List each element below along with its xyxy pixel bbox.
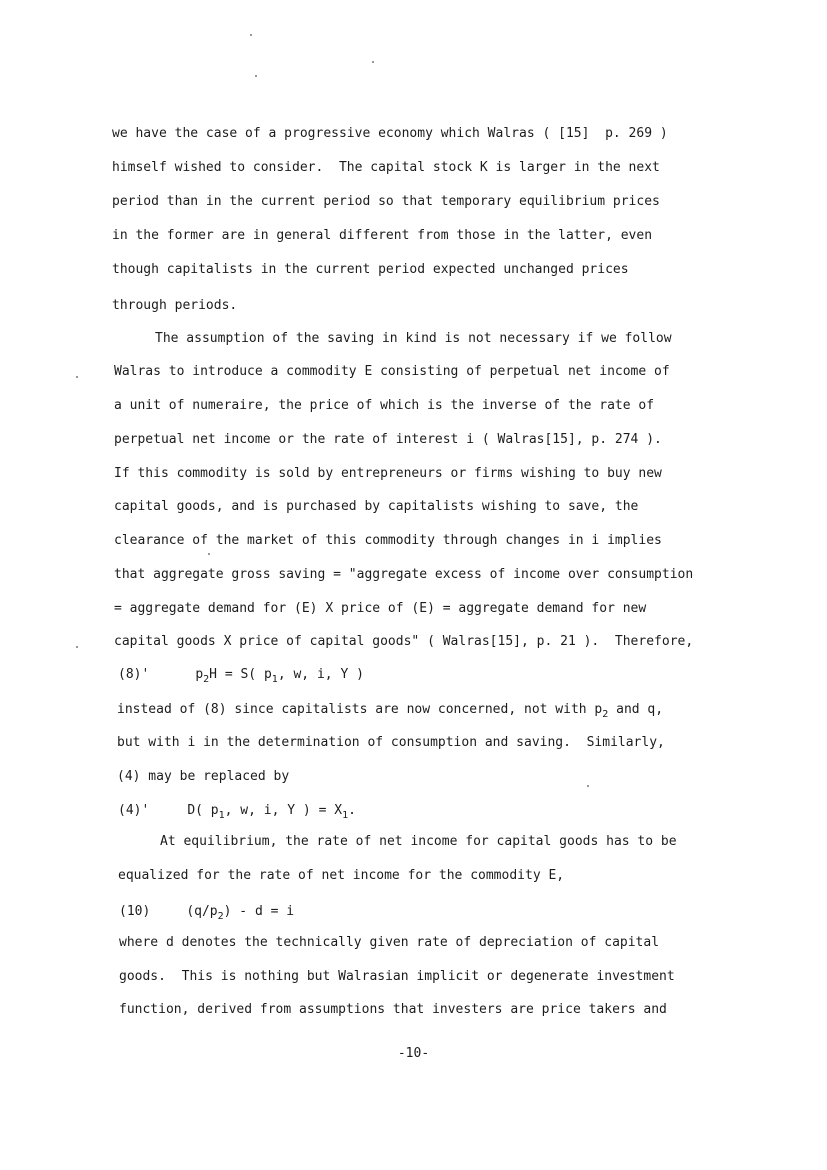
scan-speck xyxy=(372,61,374,63)
text-line: goods. This is nothing but Walrasian implicit or degenerate investment xyxy=(119,969,675,984)
text-line: If this commodity is sold by entrepreneurs or firms wishing to buy new xyxy=(114,466,662,481)
text-line: where d denotes the technically given rate of depreciation of capital xyxy=(119,935,660,950)
scan-speck xyxy=(208,553,210,555)
scan-speck xyxy=(76,376,78,378)
equation-8-prime: (8)' $p_2H = S$( $p_1$, w, i, Y ) xyxy=(118,667,364,685)
text-line: At equilibrium, the rate of net income for capital goods has to be xyxy=(160,834,677,849)
equation-10: (10) $(q/p_2) - d = i$ xyxy=(119,904,295,922)
equation-label: (8)' xyxy=(118,667,150,682)
text-line: in the former are in general different from those in the latter, even xyxy=(112,228,653,243)
text-line: a unit of numeraire, the price of which is the inverse of the rate of xyxy=(114,398,655,413)
text-line: equalized for the rate of net income for the commodity E, xyxy=(118,868,565,883)
equation-4-prime: (4)' D( $p_1$, w, i, Y ) = $X_1$. xyxy=(118,803,356,821)
text-line: we have the case of a progressive economy which Walras ( [15] p. 269 ) xyxy=(112,126,668,141)
scan-speck xyxy=(587,785,589,787)
text-line: function, derived from assumptions that investers are price takers and xyxy=(119,1002,667,1017)
scan-speck xyxy=(250,34,252,36)
text-line: (4) may be replaced by xyxy=(117,769,290,784)
text-line: Walras to introduce a commodity E consisting of perpetual net income of xyxy=(114,364,670,379)
text-line: through periods. xyxy=(112,298,238,313)
text-line: though capitalists in the current period expected unchanged prices xyxy=(112,262,629,277)
text-line: but with i in the determination of consumption and saving. Similarly, xyxy=(117,735,665,750)
text-line: perpetual net income or the rate of interest i ( Walras[15], p. 274 ). xyxy=(114,432,662,447)
text-line: himself wished to consider. The capital stock K is larger in the next xyxy=(112,160,660,175)
text-line: clearance of the market of this commodity through changes in i implies xyxy=(114,533,662,548)
scan-speck xyxy=(76,646,78,648)
text-line: instead of (8) since capitalists are now concerned, not with $p_2$ and q, xyxy=(117,702,664,720)
text-line: capital goods, and is purchased by capitalists wishing to save, the xyxy=(114,499,639,514)
text-line: that aggregate gross saving = "aggregate excess of income over consumption xyxy=(114,567,694,582)
equation-label: (10) xyxy=(119,904,151,919)
text-line: capital goods X price of capital goods" ( Walras[15], p. 21 ). Therefore, xyxy=(114,634,694,649)
text-line: = aggregate demand for (E) X price of (E) = aggregate demand for new xyxy=(114,601,647,616)
scan-speck xyxy=(255,75,257,77)
equation-label: (4)' xyxy=(118,803,150,818)
page-number: -10- xyxy=(397,1046,430,1061)
text-line: period than in the current period so that temporary equilibrium prices xyxy=(112,194,660,209)
text-line: The assumption of the saving in kind is not necessary if we follow xyxy=(155,331,672,346)
